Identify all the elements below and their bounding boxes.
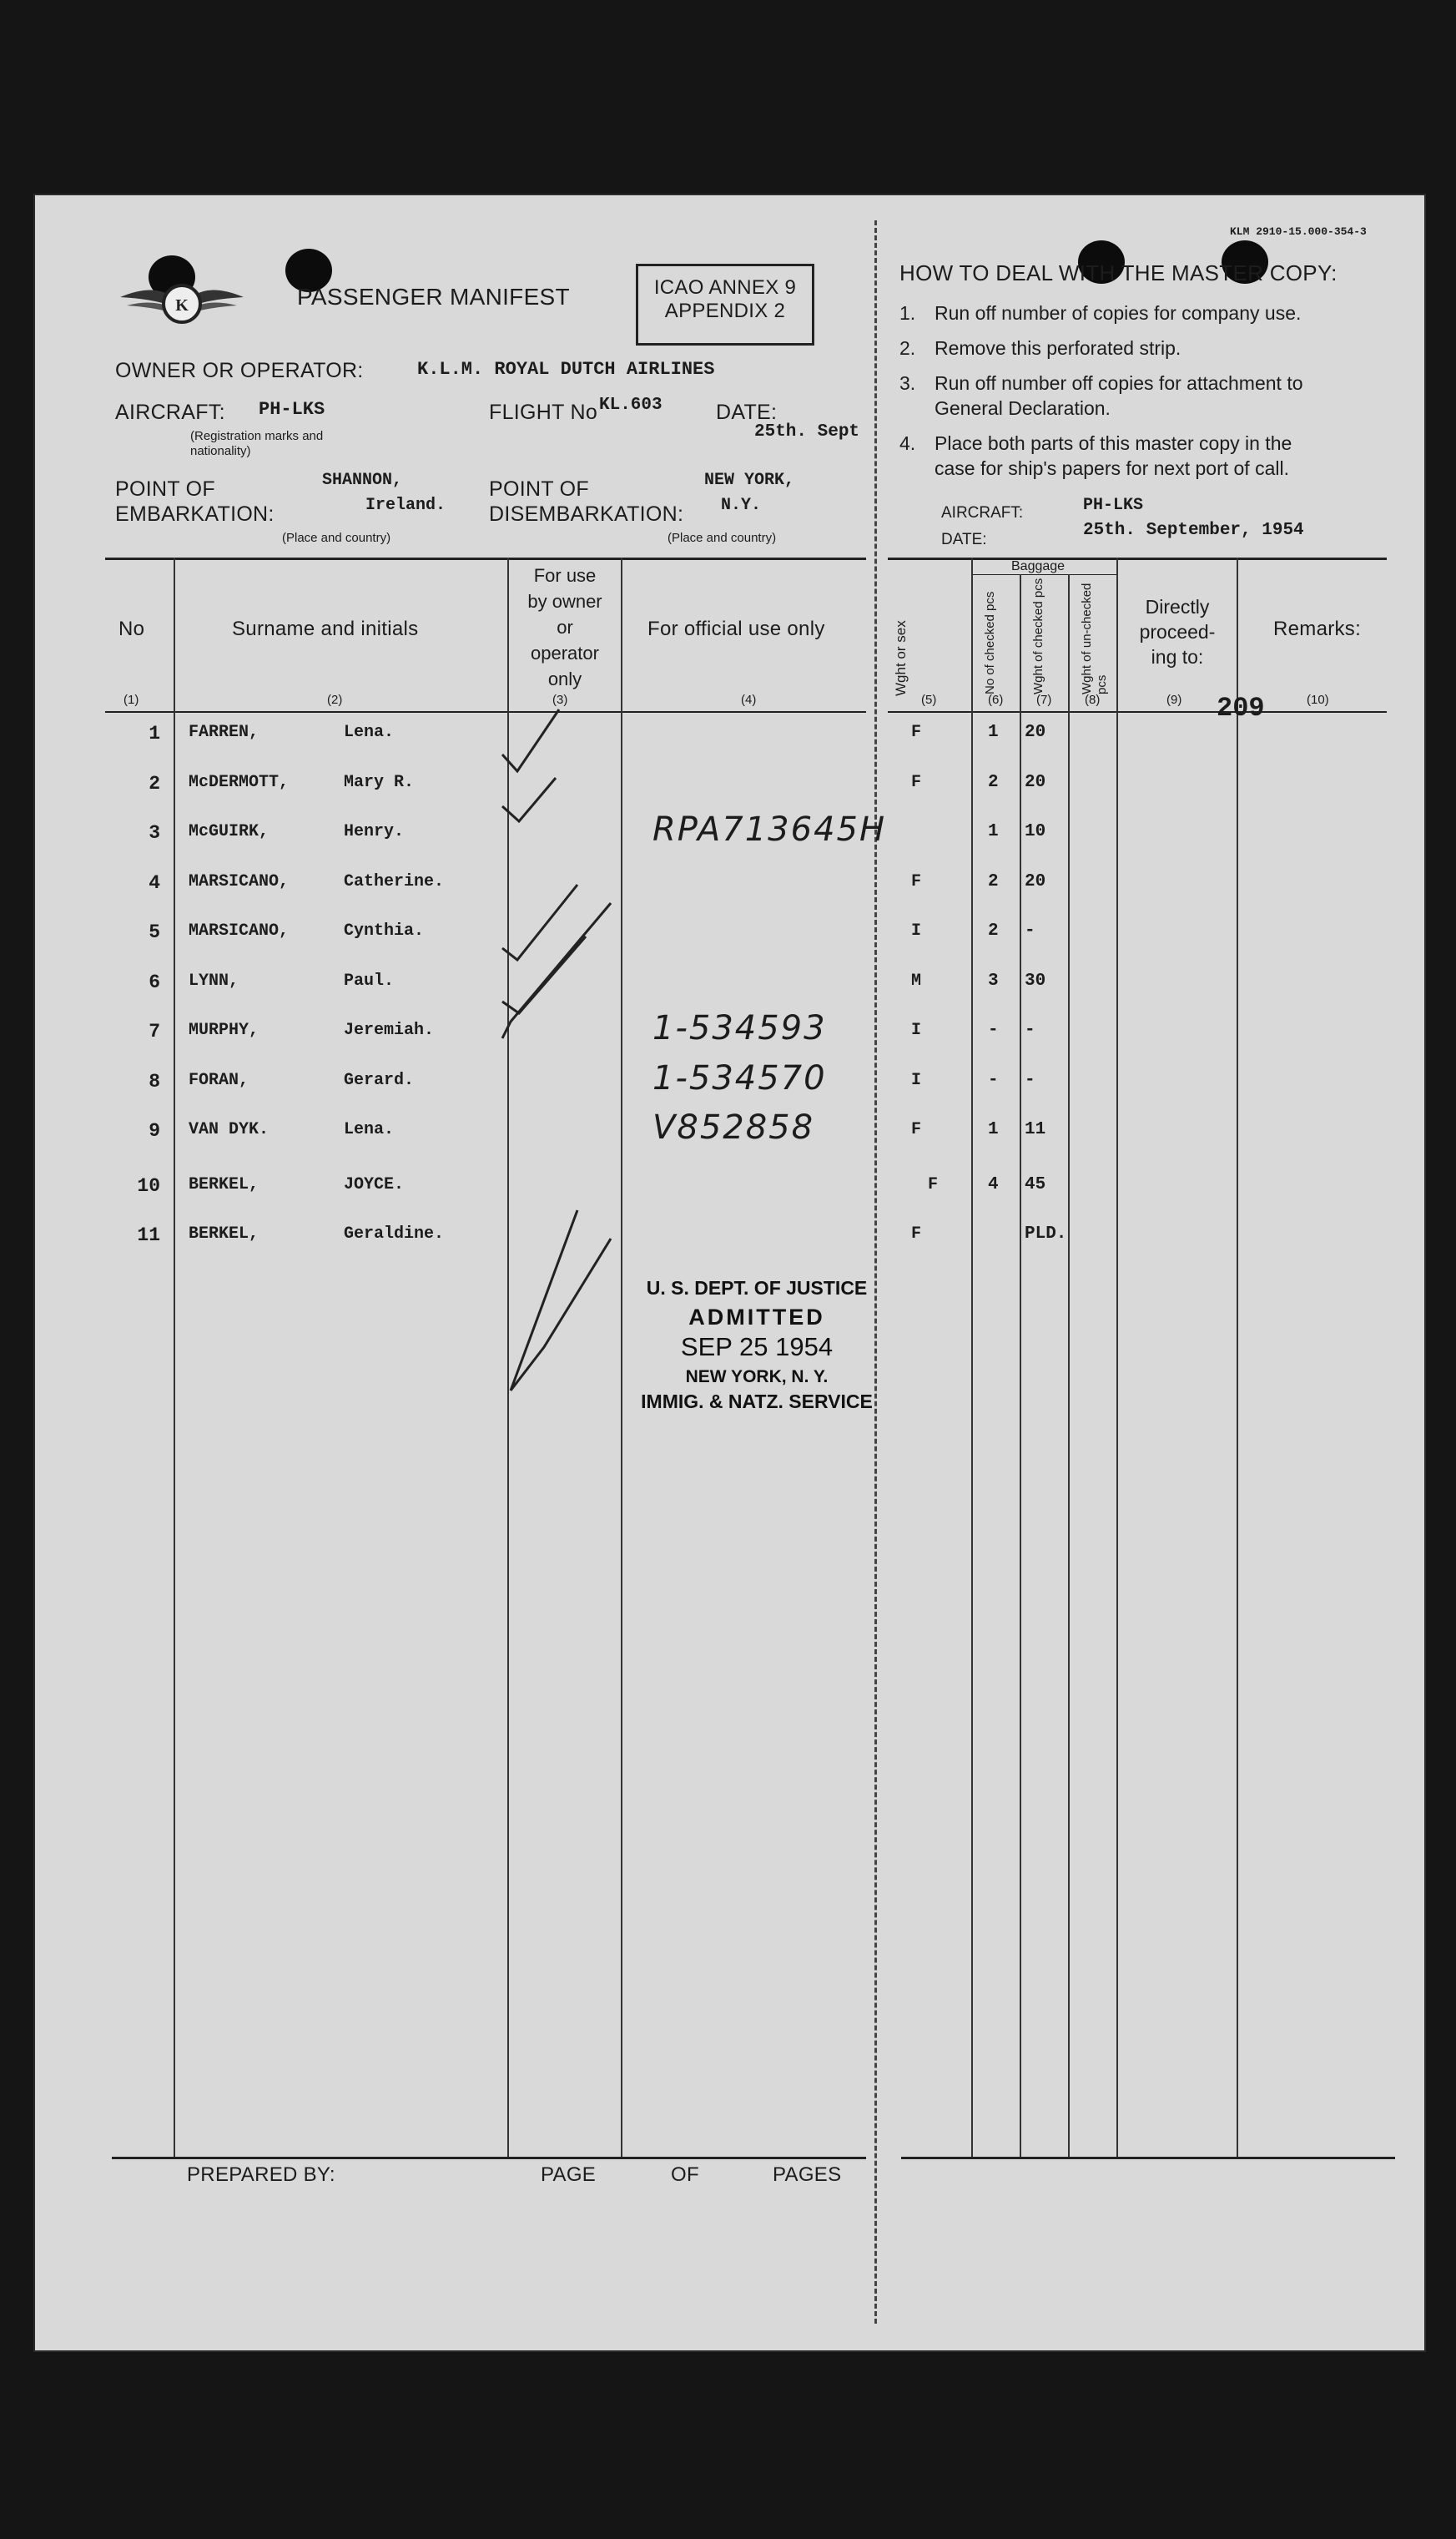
header-line: only — [547, 669, 582, 689]
passenger-surname: FARREN, — [189, 723, 259, 742]
header-line: operator — [531, 643, 599, 664]
baggage-pieces: 1 — [988, 723, 999, 742]
document-code: KLM 2910-15.000-354-3 — [1230, 225, 1367, 238]
col-index: (1) — [123, 693, 139, 707]
baggage-pieces: 2 — [988, 921, 999, 941]
instruction-number: 4. — [899, 432, 916, 454]
instruction-item — [899, 300, 1417, 326]
col-index: (10) — [1307, 693, 1329, 707]
col-index: (8) — [1085, 693, 1101, 707]
col-index: (3) — [552, 693, 568, 707]
passenger-sex: F — [911, 871, 922, 891]
page-label: PAGE — [541, 2163, 597, 2186]
instruction-text: Remove this perforated strip. — [935, 337, 1181, 359]
row-number: 7 — [149, 1021, 160, 1042]
baggage-weight: - — [1025, 1070, 1035, 1090]
row-number: 2 — [149, 772, 160, 795]
manifest-sheet — [35, 195, 1424, 2350]
header-line: ing to: — [1151, 646, 1204, 668]
col-remarks-header: Remarks: — [1273, 618, 1362, 640]
col-index: (4) — [741, 693, 757, 707]
passenger-first-name: Gerard. — [344, 1070, 415, 1090]
table-top-rule — [105, 558, 866, 560]
flight-label: FLIGHT No — [489, 401, 598, 424]
col-bag-no-header: No of checked pcs — [983, 591, 997, 694]
passenger-first-name: Catherine. — [344, 871, 445, 891]
instruction-number: 3. — [899, 372, 916, 394]
stamp-line: U. S. DEPT. OF JUSTICE — [646, 1277, 868, 1299]
col-index: (2) — [327, 693, 343, 707]
table-row — [35, 770, 1424, 811]
row-number: 3 — [149, 822, 160, 844]
instruction-item — [899, 431, 1417, 456]
header-bottom-rule — [888, 711, 1387, 713]
instructions-title: HOW TO DEAL WITH THE MASTER COPY: — [899, 260, 1338, 285]
table-bottom-rule — [112, 2157, 866, 2159]
baggage-weight: 20 — [1025, 871, 1046, 891]
instruction-number: 2. — [899, 337, 916, 359]
col-surname-header: Surname and initials — [232, 618, 419, 640]
passenger-surname: FORAN, — [189, 1070, 249, 1090]
strip-date-label: DATE: — [941, 531, 987, 548]
passenger-surname: MURPHY, — [189, 1021, 259, 1040]
row-number: 10 — [137, 1174, 160, 1197]
instruction-number: 1. — [899, 302, 916, 324]
baggage-weight: 30 — [1025, 971, 1046, 991]
baggage-pieces: 2 — [988, 772, 999, 792]
passenger-surname: LYNN, — [189, 971, 239, 991]
baggage-pieces: - — [988, 1021, 999, 1040]
baggage-pieces: 2 — [988, 871, 999, 891]
table-row — [35, 719, 1424, 761]
owner-label: OWNER OR OPERATOR: — [115, 359, 364, 382]
row-number: 9 — [149, 1120, 160, 1142]
prepared-by-label: PREPARED BY: — [187, 2163, 335, 2186]
baggage-weight: 20 — [1025, 723, 1046, 742]
col-direct-header — [1118, 594, 1237, 669]
table-top-rule — [888, 558, 1387, 560]
passenger-sex: F — [911, 723, 922, 742]
disembarkation-value-2: N.Y. — [721, 496, 762, 515]
passenger-surname: McDERMOTT, — [189, 772, 290, 792]
passenger-surname: MARSICANO, — [189, 871, 290, 891]
col-index: (5) — [921, 693, 937, 707]
table-bottom-rule — [901, 2157, 1395, 2159]
flight-value: KL.603 — [599, 396, 663, 415]
passenger-first-name: Geraldine. — [344, 1224, 445, 1244]
passenger-first-name: Lena. — [344, 723, 395, 742]
disembarkation-label-1: POINT OF — [489, 477, 590, 501]
baggage-weight: 10 — [1025, 822, 1046, 841]
column-line — [1020, 574, 1021, 2157]
baggage-weight: - — [1025, 921, 1035, 941]
row-number: 1 — [149, 723, 160, 745]
perforation-line — [874, 220, 877, 2324]
passenger-sex: F — [911, 772, 922, 792]
strip-date-value: 25th. September, 1954 — [1083, 521, 1304, 540]
passenger-first-name: Cynthia. — [344, 921, 425, 941]
instruction-text: Place both parts of this master copy in the — [935, 432, 1292, 454]
instruction-item — [899, 371, 1417, 396]
table-row — [35, 968, 1424, 1010]
instruction-text-cont: case for ship's papers for next port of call. — [935, 457, 1289, 479]
col-wght-sex-header: Wght or sex — [893, 620, 909, 696]
table-row — [35, 1009, 1424, 1059]
row-number: 4 — [149, 871, 160, 894]
immigration-stamp — [619, 1277, 894, 1413]
klm-logo-icon — [118, 269, 245, 334]
col-index: (7) — [1036, 693, 1052, 707]
baggage-rule — [971, 574, 1116, 575]
passenger-surname: BERKEL, — [189, 1174, 259, 1194]
disembarkation-label-2: DISEMBARKATION: — [489, 502, 684, 526]
official-entry: V852858 — [652, 1108, 815, 1147]
stamp-date: SEP 25 1954 — [680, 1332, 834, 1361]
table-row — [35, 1108, 1424, 1158]
baggage-pieces: 4 — [988, 1174, 999, 1194]
passenger-first-name: Jeremiah. — [344, 1021, 435, 1040]
baggage-weight: PLD. — [1025, 1224, 1067, 1244]
passenger-first-name: Henry. — [344, 822, 405, 841]
owner-value: K.L.M. ROYAL DUTCH AIRLINES — [417, 359, 715, 380]
form-title: PASSENGER MANIFEST — [297, 284, 570, 310]
passenger-sex: I — [911, 921, 922, 941]
col-owner-use-header — [509, 563, 621, 692]
disembarkation-value-1: NEW YORK, — [704, 471, 795, 490]
header-line: For use — [533, 565, 597, 586]
passenger-surname: VAN DYK. — [189, 1120, 270, 1139]
col-official-header: For official use only — [647, 618, 825, 640]
passenger-surname: McGUIRK, — [189, 822, 270, 841]
row-number: 8 — [149, 1070, 160, 1093]
passenger-first-name: Mary R. — [344, 772, 415, 792]
baggage-pieces: 3 — [988, 971, 999, 991]
aircraft-note: (Registration marks and nationality) — [190, 429, 324, 458]
official-entry: RPA713645H — [652, 810, 887, 849]
strip-aircraft-label: AIRCRAFT: — [941, 504, 1024, 522]
page-number: 209 — [1217, 693, 1265, 724]
embarkation-value-1: SHANNON, — [322, 471, 403, 490]
passenger-sex: F — [911, 1120, 922, 1139]
baggage-weight: 11 — [1025, 1120, 1046, 1139]
baggage-pieces: 1 — [988, 1120, 999, 1139]
disembarkation-note: (Place and country) — [668, 531, 777, 545]
header-line: by owner — [527, 591, 602, 612]
pages-label: PAGES — [773, 2163, 842, 2186]
icao-appendix: APPENDIX 2 — [664, 300, 786, 322]
baggage-weight: - — [1025, 1021, 1035, 1040]
row-number: 5 — [149, 921, 160, 943]
strip-aircraft-value: PH-LKS — [1083, 496, 1144, 515]
passenger-sex: M — [911, 971, 922, 991]
baggage-weight: 20 — [1025, 772, 1046, 792]
passenger-sex: I — [911, 1070, 922, 1090]
table-row — [35, 810, 1424, 861]
stamp-line: IMMIG. & NATZ. SERVICE — [641, 1391, 873, 1412]
svg-text:K: K — [175, 296, 189, 315]
passenger-surname: BERKEL, — [189, 1224, 259, 1244]
passenger-first-name: JOYCE. — [344, 1174, 405, 1194]
col-no-header: No — [118, 618, 145, 640]
aircraft-label: AIRCRAFT: — [115, 401, 225, 424]
col-bag-unchecked-header: Wght of un-checked pcs — [1080, 583, 1109, 694]
header-line: Directly — [1145, 596, 1210, 618]
stamp-admitted: ADMITTED — [688, 1305, 825, 1330]
date-label: DATE: — [716, 401, 778, 424]
instruction-text-cont: General Declaration. — [935, 397, 1111, 419]
embarkation-label-2: EMBARKATION: — [115, 502, 275, 526]
of-label: OF — [671, 2163, 699, 2186]
column-line — [1068, 574, 1070, 2157]
col-index: (9) — [1166, 693, 1182, 707]
passenger-sex: I — [911, 1021, 922, 1040]
header-line: proceed- — [1139, 621, 1216, 643]
passenger-first-name: Lena. — [344, 1120, 395, 1139]
col-index: (6) — [988, 693, 1004, 707]
baggage-weight: 45 — [1025, 1174, 1046, 1194]
instructions-list — [899, 300, 1417, 481]
table-row — [35, 869, 1424, 911]
icao-annex: ICAO ANNEX 9 — [653, 276, 797, 299]
passenger-sex: F — [928, 1174, 939, 1194]
table-row — [35, 1221, 1424, 1263]
official-entry: 1-534570 — [652, 1058, 827, 1098]
col-bag-wght-header: Wght of checked pcs — [1031, 578, 1045, 694]
passenger-surname: MARSICANO, — [189, 921, 290, 941]
instruction-text: Run off number off copies for attachment to — [935, 372, 1303, 394]
date-value: 25th. Sept — [754, 422, 860, 442]
embarkation-value-2: Ireland. — [365, 496, 446, 515]
baggage-pieces: - — [988, 1070, 999, 1090]
row-number: 11 — [137, 1224, 160, 1246]
official-entry: 1-534593 — [652, 1009, 827, 1047]
passenger-sex: F — [911, 1224, 922, 1244]
embarkation-label-1: POINT OF — [115, 477, 216, 501]
passenger-first-name: Paul. — [344, 971, 395, 991]
table-row — [35, 1058, 1424, 1109]
icao-box — [636, 264, 814, 346]
row-number: 6 — [149, 971, 160, 993]
table-row — [35, 918, 1424, 960]
stamp-line: NEW YORK, N. Y. — [685, 1367, 829, 1386]
instruction-item — [899, 336, 1417, 361]
baggage-pieces: 1 — [988, 822, 999, 841]
col-baggage-header: Baggage — [1011, 559, 1066, 573]
instruction-text: Run off number of copies for company use. — [935, 302, 1302, 324]
header-line: or — [557, 617, 573, 638]
embarkation-note: (Place and country) — [282, 531, 391, 545]
table-row — [35, 1172, 1424, 1214]
aircraft-value: PH-LKS — [259, 399, 325, 420]
